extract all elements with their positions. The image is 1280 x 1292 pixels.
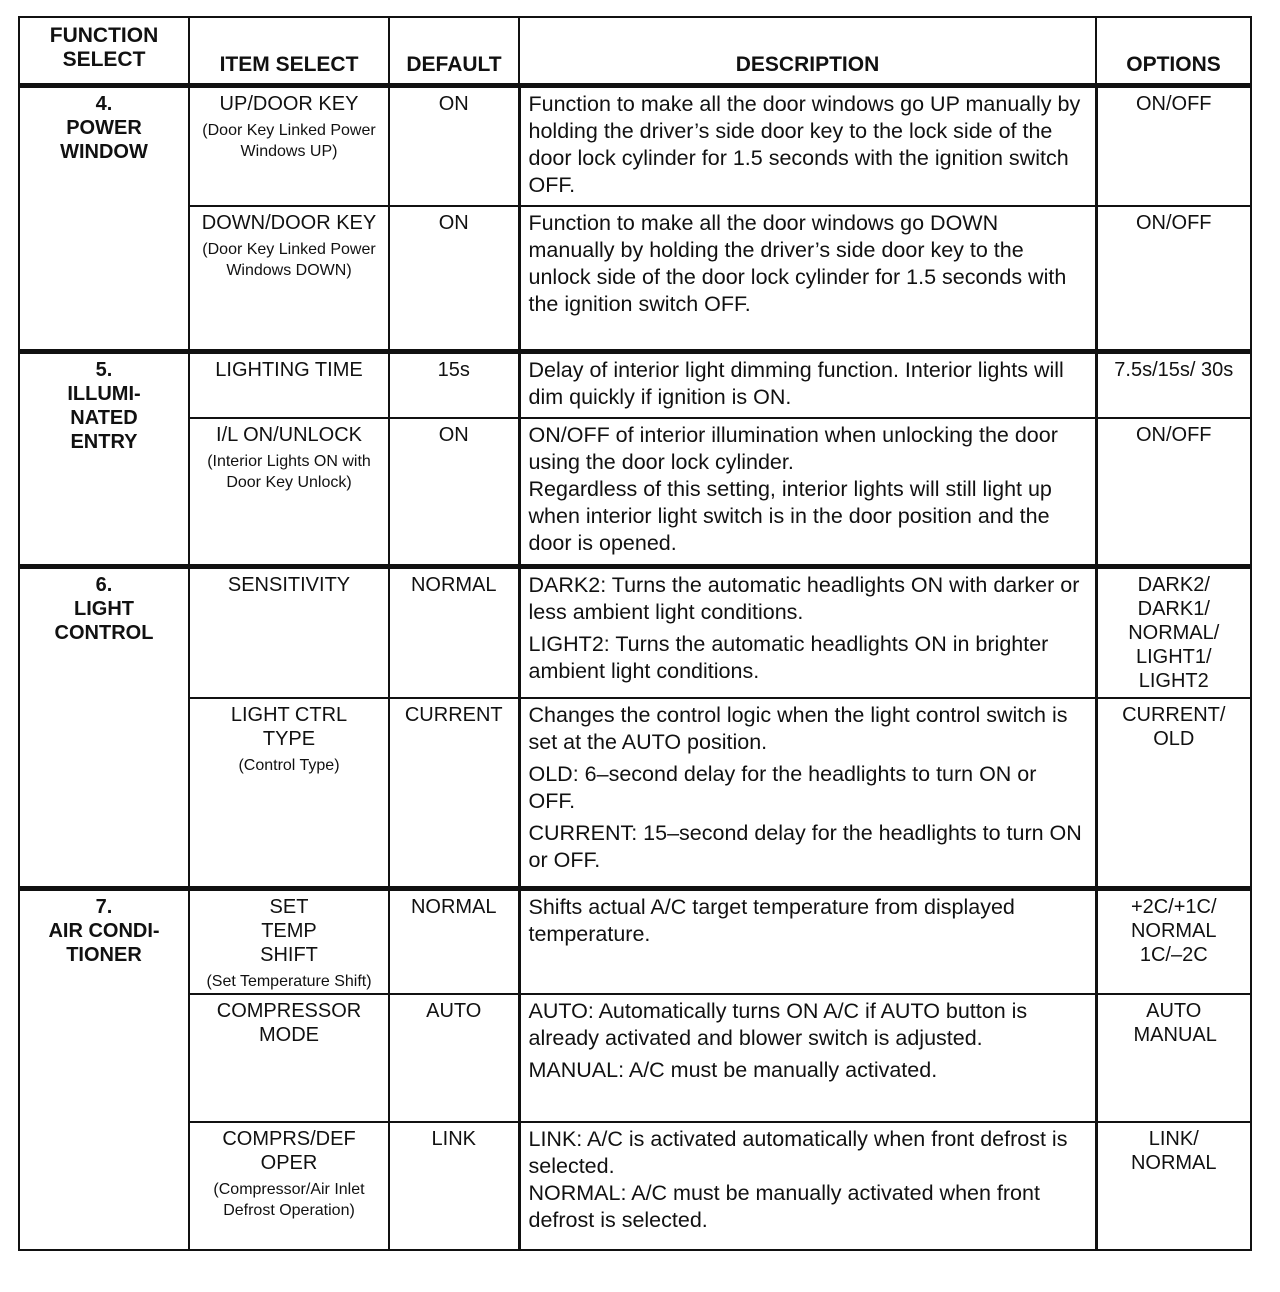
default-value: ON [389, 418, 519, 566]
options-value: 7.5s/15s/ 30s [1096, 352, 1251, 419]
item-cell [189, 418, 389, 566]
function-name: AIR CONDI- TIONER [48, 919, 160, 966]
table-row [19, 352, 1251, 419]
table-header [19, 17, 1251, 85]
default-value: 15s [389, 352, 519, 419]
function-name: LIGHT CONTROL [54, 597, 154, 644]
description-cell [519, 994, 1096, 1122]
item-label: COMPRS/DEF OPER [222, 1128, 356, 1174]
header-default: DEFAULT [389, 17, 519, 85]
table-row [19, 418, 1251, 566]
options-value: CURRENT/ OLD [1096, 698, 1251, 888]
item-label: LIGHTING TIME [215, 359, 363, 381]
description-text: DARK2: Turns the automatic headlights ON with darker or less ambient light conditions. [528, 572, 1080, 624]
options-value: AUTO MANUAL [1096, 994, 1251, 1122]
function-name: ILLUMI- NATED ENTRY [67, 383, 141, 453]
item-label: LIGHT CTRL TYPE [230, 704, 348, 750]
default-value: ON [389, 85, 519, 206]
description-cell [519, 206, 1096, 352]
function-cell [19, 888, 189, 1250]
description-cell [519, 566, 1096, 698]
description-text: MANUAL: A/C must be manually activated. [528, 1058, 938, 1082]
group-illuminated-entry [19, 352, 1251, 567]
description-text: OLD: 6–second delay for the headlights to turn ON or OFF. [528, 762, 1037, 813]
options-value: ON/OFF [1096, 85, 1251, 206]
item-cell [189, 994, 389, 1122]
default-value: LINK [389, 1122, 519, 1250]
description-text: Function to make all the door windows go DOWN manually by holding the driver’s side door key to the unlock side of the door lock cylinder for 1.5 seconds with the ignition switch OFF. [528, 210, 1067, 316]
item-label: UP/DOOR KEY [219, 92, 359, 115]
description-text: Delay of interior light dimming function. Interior lights will dim quickly if ignition is ON. [528, 358, 1064, 409]
customization-table [18, 16, 1252, 1251]
item-label: COMPRESSOR MODE [216, 1000, 362, 1046]
description-text: AUTO: Automatically turns ON A/C if AUTO button is already activated and blower switch is adjusted. [528, 999, 1028, 1050]
default-value: NORMAL [389, 566, 519, 698]
description-text: CURRENT: 15–second delay for the headlights to turn ON or OFF. [528, 821, 1082, 872]
item-label: DOWN/DOOR KEY [201, 211, 377, 234]
function-number: 6. [95, 573, 113, 596]
function-cell [19, 566, 189, 888]
function-cell [19, 352, 189, 567]
default-value: NORMAL [389, 888, 519, 994]
default-value: ON [389, 206, 519, 352]
item-cell [189, 566, 389, 698]
function-number: 4. [95, 92, 113, 115]
item-cell [189, 206, 389, 352]
table-row [19, 85, 1251, 206]
function-name: POWER WINDOW [60, 116, 148, 163]
item-cell [189, 1122, 389, 1250]
options-value: +2C/+1C/ NORMAL 1C/–2C [1096, 888, 1251, 994]
description-text: Changes the control logic when the light control switch is set at the AUTO position. [528, 703, 1068, 754]
item-label: SENSITIVITY [227, 573, 351, 596]
item-cell [189, 85, 389, 206]
header-options: OPTIONS [1096, 17, 1251, 85]
table-row [19, 994, 1251, 1122]
item-sublabel: (Control Type) [238, 757, 340, 774]
description-text: Regardless of this setting, interior lights will still light up when interior light switch is in the door position and the door is opened. [528, 477, 1052, 555]
item-sublabel: (Interior Lights ON with Door Key Unlock) [207, 453, 371, 491]
options-value: DARK2/ DARK1/ NORMAL/ LIGHT1/ LIGHT2 [1096, 566, 1251, 698]
header-item-select: ITEM SELECT [189, 17, 389, 85]
function-cell [19, 85, 189, 352]
description-text: LINK: A/C is activated automatically when front defrost is selected. [528, 1127, 1068, 1178]
item-sublabel: (Set Temperature Shift) [206, 972, 372, 990]
description-cell [519, 418, 1096, 566]
description-cell [519, 85, 1096, 206]
group-power-window [19, 85, 1251, 352]
description-cell [519, 888, 1096, 994]
description-text: Function to make all the door windows go UP manually by holding the driver’s side door key to the lock side of the door lock cylinder for 1.5 seconds with the ignition switch OFF. [528, 91, 1081, 197]
item-cell [189, 698, 389, 888]
item-cell [189, 352, 389, 419]
description-text: ON/OFF of interior illumination when unlocking the door using the door lock cylinder. [528, 423, 1058, 474]
table-row [19, 1122, 1251, 1250]
group-air-conditioner [19, 888, 1251, 1250]
description-cell [519, 352, 1096, 419]
description-text: Shifts actual A/C target temperature from displayed temperature. [528, 894, 1015, 946]
table-row [19, 206, 1251, 352]
group-light-control [19, 566, 1251, 888]
header-description: DESCRIPTION [519, 17, 1096, 85]
function-number: 5. [95, 359, 113, 381]
header-function-select: FUNCTION SELECT [19, 17, 189, 85]
default-value: CURRENT [389, 698, 519, 888]
description-cell [519, 698, 1096, 888]
table-row [19, 698, 1251, 888]
description-cell [519, 1122, 1096, 1250]
item-label: SET TEMP SHIFT [260, 895, 318, 966]
description-text: LIGHT2: Turns the automatic headlights ON in brighter ambient light conditions. [528, 631, 1049, 683]
item-cell [189, 888, 389, 994]
table-row [19, 566, 1251, 698]
table-row [19, 888, 1251, 994]
options-value: LINK/ NORMAL [1096, 1122, 1251, 1250]
options-value: ON/OFF [1096, 206, 1251, 352]
item-label: I/L ON/UNLOCK [216, 424, 362, 446]
item-sublabel: (Compressor/Air Inlet Defrost Operation) [213, 1181, 365, 1219]
function-number: 7. [95, 895, 113, 918]
default-value: AUTO [389, 994, 519, 1122]
description-text: NORMAL: A/C must be manually activated when front defrost is selected. [528, 1181, 1040, 1232]
item-sublabel: (Door Key Linked Power Windows UP) [202, 121, 376, 160]
item-sublabel: (Door Key Linked Power Windows DOWN) [202, 240, 376, 279]
options-value: ON/OFF [1096, 418, 1251, 566]
